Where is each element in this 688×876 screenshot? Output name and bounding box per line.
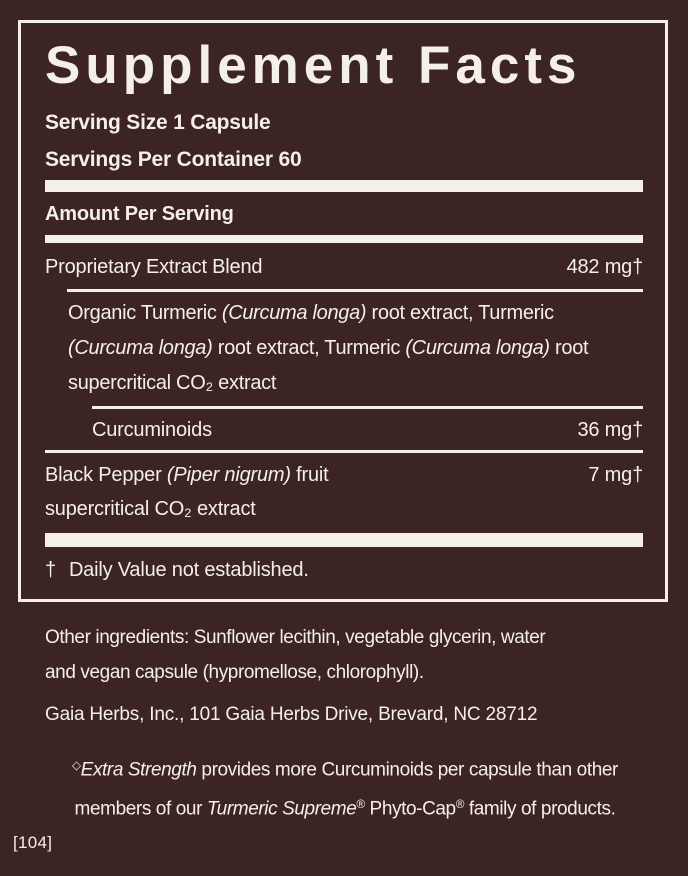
extra-strength-note: ◇Extra Strength provides more Curcuminoids per capsule than other members of our Turmeric Supreme® Phyto-Cap® family of products. bbox=[72, 759, 618, 820]
serving-info bbox=[45, 104, 643, 178]
table-row-proprietary-blend bbox=[45, 254, 643, 280]
daily-value-footnote bbox=[45, 557, 643, 583]
thick-divider-bar bbox=[45, 533, 643, 547]
ingredient-name: Curcuminoids bbox=[92, 419, 212, 441]
thin-divider-rule bbox=[67, 289, 643, 292]
table-row-curcuminoids bbox=[45, 417, 643, 443]
dagger-symbol: † bbox=[45, 559, 56, 581]
manufacturer-address: Gaia Herbs, Inc., 101 Gaia Herbs Drive, Brevard, NC 28712 bbox=[45, 704, 538, 725]
blend-components-text: Organic Turmeric (Curcuma longa) root extract, Turmeric (Curcuma longa) root extract, Turmeric (Curcuma longa) root supercritical CO₂ extract bbox=[68, 302, 589, 394]
label-lower-section bbox=[45, 620, 645, 827]
item-code: [104] bbox=[13, 832, 53, 852]
supplement-facts-panel bbox=[18, 20, 668, 602]
thick-divider-bar bbox=[45, 180, 643, 192]
thin-divider-rule bbox=[45, 450, 643, 453]
table-row-black-pepper bbox=[45, 462, 643, 488]
ingredient-name: Black Pepper (Piper nigrum) fruit bbox=[45, 464, 329, 486]
other-ingredients-text: Other ingredients: Sunflower lecithin, vegetable glycerin, water and vegan capsule (hypromellose, chlorophyll). bbox=[45, 627, 546, 683]
servings-per-container: Servings Per Container 60 bbox=[45, 148, 302, 171]
amount-per-serving-heading: Amount Per Serving bbox=[45, 203, 234, 225]
panel-title: Supplement Facts bbox=[45, 36, 582, 95]
footnote-text: Daily Value not established. bbox=[68, 559, 309, 581]
ingredient-amount: 7 mg† bbox=[588, 464, 643, 486]
ingredient-name-continued: supercritical CO₂ extract bbox=[45, 498, 256, 520]
medium-divider-bar bbox=[45, 235, 643, 243]
serving-size: Serving Size 1 Capsule bbox=[45, 111, 271, 134]
ingredient-amount: 36 mg† bbox=[577, 419, 643, 441]
ingredient-name: Proprietary Extract Blend bbox=[45, 256, 263, 278]
ingredient-amount: 482 mg† bbox=[566, 256, 643, 278]
thin-divider-rule bbox=[92, 406, 643, 409]
